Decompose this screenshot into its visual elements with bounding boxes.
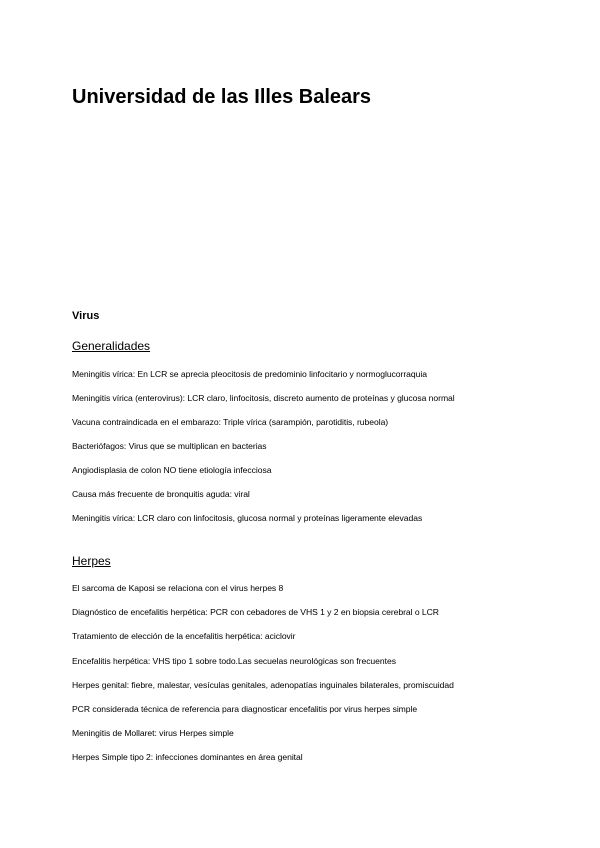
list-item: PCR considerada técnica de referencia para diagnosticar encefalitis por virus herpes simple bbox=[72, 704, 418, 714]
subheading-herpes: Herpes bbox=[72, 554, 111, 568]
list-item: Angiodisplasia de colon NO tiene etiología infecciosa bbox=[72, 465, 272, 475]
list-item: Encefalitis herpética: VHS tipo 1 sobre todo.Las secuelas neurológicas son frecuentes bbox=[72, 656, 396, 666]
list-item: Tratamiento de elección de la encefalitis herpética: aciclovir bbox=[72, 631, 296, 641]
list-item: El sarcoma de Kaposi se relaciona con el virus herpes 8 bbox=[72, 583, 284, 593]
list-item: Diagnóstico de encefalitis herpética: PCR con cebadores de VHS 1 y 2 en biopsia cerebral o LCR bbox=[72, 607, 439, 617]
list-item: Meningitis de Mollaret: virus Herpes simple bbox=[72, 728, 234, 738]
list-item: Meningitis vírica (enterovirus): LCR claro, linfocitosis, discreto aumento de proteínas y glucosa normal bbox=[72, 393, 455, 403]
list-item: Meningitis vírica: En LCR se aprecia pleocitosis de predominio linfocitario y normoglucorraquia bbox=[72, 369, 427, 379]
list-item: Vacuna contraindicada en el embarazo: Triple vírica (sarampión, parotiditis, rubeola) bbox=[72, 417, 389, 427]
list-item: Causa más frecuente de bronquitis aguda: viral bbox=[72, 489, 250, 499]
list-item: Bacteriófagos: Virus que se multiplican en bacterias bbox=[72, 441, 267, 451]
list-item: Herpes genital: fiebre, malestar, vesículas genitales, adenopatías inguinales bilaterales, promiscuidad bbox=[72, 680, 454, 690]
list-item: Meningitis vírica: LCR claro con linfocitosis, glucosa normal y proteínas ligeramente elevadas bbox=[72, 513, 423, 523]
section-title-virus: Virus bbox=[72, 310, 100, 322]
subheading-generalidades: Generalidades bbox=[72, 339, 151, 353]
page-title: Universidad de las Illes Balears bbox=[72, 86, 372, 108]
list-item: Herpes Simple tipo 2: infecciones dominantes en área genital bbox=[72, 752, 303, 762]
